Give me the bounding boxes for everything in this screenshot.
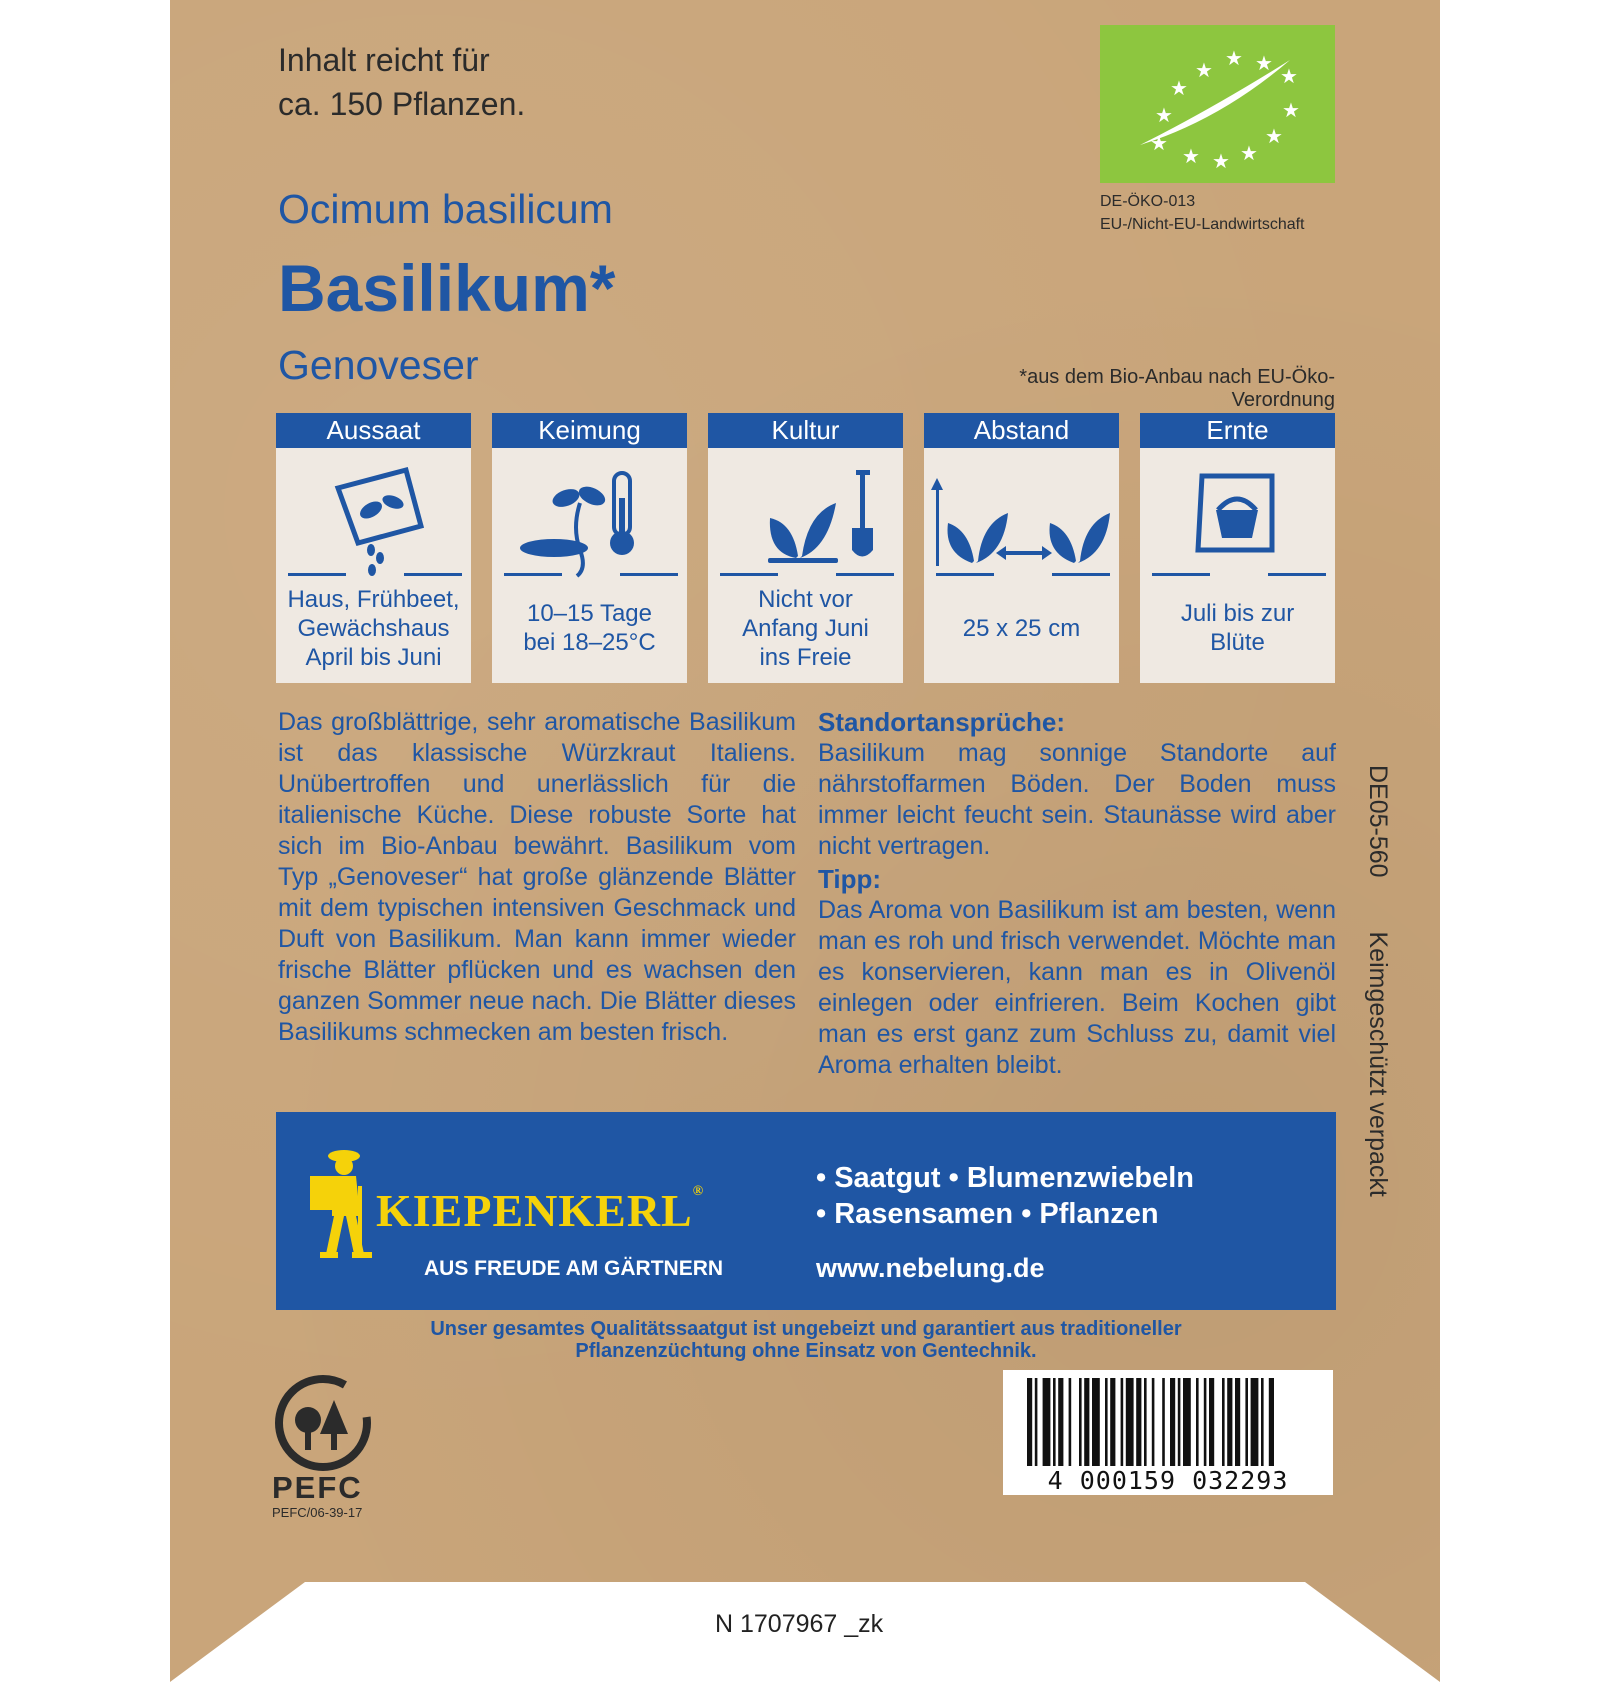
svg-text:★: ★ (1225, 46, 1243, 70)
tip-text: Das Aroma von Basilikum ist am besten, wenn man es roh und frisch verwendet. Möchte man es konservieren, kann man es in Olivenöl einlegen oder einfrieren. Beim Kochen gibt man es erst ganz zum Schluss zu, damit viel Aroma erhalten bleibt. (818, 896, 1336, 1079)
seed-packet-icon (276, 458, 471, 578)
svg-text:★: ★ (1255, 51, 1273, 75)
tile-text: Juli bis zur Blüte (1180, 600, 1295, 656)
svg-text:★: ★ (1212, 149, 1230, 173)
product-name: Basilikum* (278, 251, 616, 325)
tile-kultur (708, 413, 903, 683)
side-code (1363, 765, 1392, 1197)
organic-footnote: *aus dem Bio-Anbau nach EU-Öko-Verordnung (1019, 366, 1335, 411)
tile-label: Kultur (708, 413, 903, 448)
brand-name: KIEPENKERL® (376, 1184, 705, 1236)
svg-text:★: ★ (1195, 58, 1213, 82)
harvest-basket-icon (1140, 458, 1335, 578)
germination-thermometer-icon (492, 458, 687, 578)
description-text: Das großblättrige, sehr aromatische Basilikum ist das klassische Würzkraut Italiens. Unübertroffen und unerlässlich für die italienische Küche. Diese robuste Sorte hat sich im Bio-Anbau bewährt. Basilikum vom Typ „Genoveser“ hat große glänzende Blätter mit dem typischen intensiven Geschmack und Duft von Basilikum. Man kann immer wieder frische Blätter pflücken und es wachsen den ganzen Sommer neue nach. Die Blätter dieses Basilikums schmecken am besten frisch. (278, 708, 796, 1046)
location-section (818, 707, 1336, 1081)
content-amount: Inhalt reicht für ca. 150 Pflanzen. (278, 42, 526, 122)
variety-name: Genoveser (278, 342, 479, 388)
tile-abstand (924, 413, 1119, 683)
eu-organic-code: DE-ÖKO-013 EU-/Nicht-EU-Landwirtschaft (1100, 193, 1305, 233)
packed-note: Keimgeschützt verpackt (1364, 931, 1392, 1197)
barcode-digits: 4 000159 032293 (1047, 1466, 1289, 1495)
article-number: N 1707967 _zk (715, 1610, 884, 1638)
tile-keimung (492, 413, 687, 683)
svg-text:★: ★ (1280, 64, 1298, 88)
plant-spade-icon (708, 458, 903, 578)
svg-text:★: ★ (1240, 141, 1258, 165)
packet-bottom-flap (170, 1582, 1440, 1700)
svg-text:★: ★ (1170, 76, 1188, 100)
website-link[interactable]: www.nebelung.de (816, 1253, 1045, 1283)
tile-text: 25 x 25 cm (962, 614, 1081, 642)
plant-spacing-icon (924, 458, 1119, 578)
kiepenkerl-mascot-icon (306, 1146, 376, 1264)
location-text: Basilikum mag sonnige Standorte auf nährstoffarmen Böden. Der Boden muss immer leicht feucht sein. Staunässe wird aber nicht vertragen. (818, 739, 1336, 860)
barcode (1003, 1370, 1333, 1495)
location-heading: Standortansprüche: (818, 707, 1066, 737)
batch-code: DE05-560 (1364, 765, 1392, 878)
tile-ernte (1140, 413, 1335, 683)
tile-label: Aussaat (276, 413, 471, 448)
svg-text:★: ★ (1282, 98, 1300, 122)
latin-name: Ocimum basilicum (278, 186, 613, 232)
svg-text:★: ★ (1155, 103, 1173, 127)
eu-organic-logo (1100, 25, 1335, 183)
pefc-label: PEFC (272, 1470, 363, 1505)
pefc-code: PEFC/06-39-17 (272, 1505, 363, 1520)
tile-text: Haus, Frühbeet, Gewächshaus April bis Juni (287, 585, 460, 671)
quality-note: Unser gesamtes Qualitätssaatgut ist ungebeizt und garantiert aus traditioneller Pflanzenzüchtung ohne Einsatz von Gentechnik. (430, 1318, 1182, 1362)
tip-heading: Tipp: (818, 864, 882, 894)
tile-label: Keimung (492, 413, 687, 448)
svg-text:★: ★ (1150, 131, 1168, 155)
tile-text: Nicht vor Anfang Juni ins Freie (742, 585, 869, 671)
tile-label: Abstand (924, 413, 1119, 448)
brand-slogan: AUS FREUDE AM GÄRTNERN (424, 1257, 724, 1280)
tile-text: 10–15 Tage bei 18–25°C (523, 600, 656, 656)
barcode-bars (1003, 1370, 1333, 1470)
tile-label: Ernte (1140, 413, 1335, 448)
svg-text:★: ★ (1265, 124, 1283, 148)
tile-aussaat (276, 413, 471, 683)
brand-banner (276, 1112, 1336, 1310)
svg-text:★: ★ (1182, 144, 1200, 168)
brand-product-lines: • Saatgut • Blumenzwiebeln • Rasensamen • Pflanzen (816, 1162, 1195, 1230)
